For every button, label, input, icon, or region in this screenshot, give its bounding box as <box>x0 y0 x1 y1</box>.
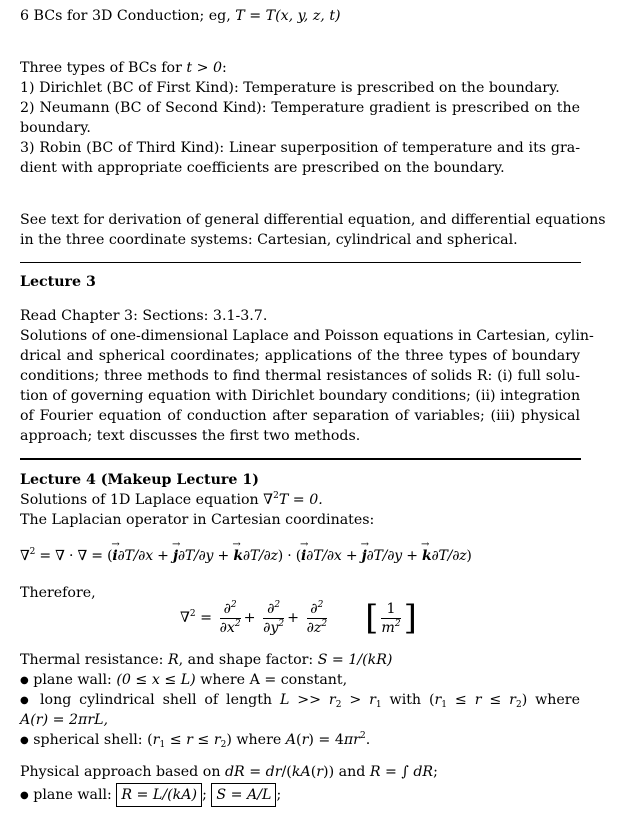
units-den: m <box>381 619 395 636</box>
plane-wall-item <box>20 670 580 691</box>
lecture3-line: drical and spherical coordinates; applications of the three types of boundary <box>20 348 580 364</box>
lecture4-heading: Lecture 4 (Makeup Lecture 1) <box>20 472 259 488</box>
pa-text: Physical approach based on <box>20 764 225 780</box>
bc-intro-suffix: : <box>222 60 227 76</box>
lecture3-line: tion of governing equation with Dirichlet boundary conditions; (ii) integration <box>20 388 581 404</box>
boxed-resistance-formula: R = L/(kA) <box>116 783 202 807</box>
bcs-title <box>20 6 580 26</box>
therefore-text: Therefore, <box>20 585 96 601</box>
pw-suffix: where A = constant, <box>195 672 348 688</box>
pwr-text: plane wall: <box>33 787 117 803</box>
cylindrical-item-line2: A(r) = 2πrL, <box>20 712 109 728</box>
thermal-resistance-line: Thermal resistance: R, and shape factor: S = 1/(kR) <box>20 652 393 668</box>
pa-and: and <box>334 764 370 780</box>
bc-item-neumann-line2: boundary. <box>20 120 91 136</box>
bc-item-neumann-line1: 2) Neumann (BC of Second Kind): Temperature gradient is prescribed on the <box>20 100 580 116</box>
bc-intro-math: t > 0 <box>186 60 223 76</box>
lecture3-line: approach; text discusses the first two methods. <box>20 428 361 444</box>
lecture3-line: Solutions of one-dimensional Laplace and Poisson equations in Cartesian, cylin- <box>20 328 594 344</box>
lecture3-heading: Lecture 3 <box>20 274 96 290</box>
tr-text: Thermal resistance: <box>20 652 168 668</box>
bullet-icon: ● <box>20 695 33 706</box>
cylindrical-item-line1: ● long cylindrical shell of length $L >> r_2 > r_1$ with $(r_1 \le r \le r_2)$ where <box>20 692 580 710</box>
divider-2 <box>20 458 581 460</box>
laplace-equation-line: Solutions of 1D Laplace equation ∇$^2$T = 0. <box>20 491 323 508</box>
laplacian-cartesian-formula: ∇$^2$ = $\frac{\partial^2}{\partial x^2}$ + $\frac{\partial^2}{\partial y^2}$ + $\frac{\partial^2}{\partial z^2}$ [ $\frac{1}{m^2}$ ] <box>180 598 417 638</box>
see-text-line1: See text for derivation of general differential equation, and differential equations <box>20 212 606 228</box>
laplace-text: Solutions of 1D Laplace equation <box>20 492 264 508</box>
bc-item-robin-line2: dient with appropriate coefficients are prescribed on the boundary. <box>20 160 505 176</box>
bc-item-robin-line1: 3) Robin (BC of Third Kind): Linear superposition of temperature and its gra- <box>20 140 580 156</box>
plane-wall-result: ● plane wall: R = L/(kA) ; S = A/L ; <box>20 783 580 807</box>
bc-item-dirichlet: 1) Dirichlet (BC of First Kind): Temperature is prescribed on the boundary. <box>20 80 560 96</box>
pw-text: plane wall: <box>33 672 117 688</box>
pw-math: (0 ≤ x ≤ L) <box>116 672 196 688</box>
laplacian-equation: ∇$^2$ = ∇ · ∇ = (→ i∂T/∂x + → j∂T/∂y + → k∂T/∂z) · (→ i∂T/∂x + → j∂T/∂y + → k∂T/∂z) <box>20 546 580 566</box>
bcs-title-text: 6 BCs for 3D Conduction; eg, <box>20 8 236 24</box>
nabla-symbol: ∇ <box>263 492 274 508</box>
bullet-icon: ● <box>20 675 29 686</box>
laplacian-eq-lhs: = ∇ · ∇ = ( <box>39 548 113 564</box>
sph-text: spherical shell: <box>33 732 148 748</box>
units-num: 1 <box>381 600 400 619</box>
lecture3-line: conditions; three methods to find thermal resistances of solids R: (i) full solu- <box>20 368 580 384</box>
tr-mid: , and shape factor: <box>178 652 318 668</box>
lecture3-line: of Fourier equation of conduction after separation of variables; (iii) physical <box>20 408 580 424</box>
lecture3-reading: Read Chapter 3: Sections: 3.1-3.7. <box>20 308 268 324</box>
boxed-shape-factor-formula: S = A/L <box>211 783 276 807</box>
see-text-line2: in the three coordinate systems: Cartesian, cylindrical and spherical. <box>20 232 518 248</box>
units-fraction: $\frac{1}{m^2}$ <box>381 600 401 636</box>
laplacian-intro: The Laplacian operator in Cartesian coordinates: <box>20 512 375 528</box>
bullet-icon: ● <box>20 735 29 746</box>
tr-math: S = 1/(kR) <box>317 652 393 668</box>
physical-approach-line: Physical approach based on dR = dr/(kA(r)) and R = ∫ dR; <box>20 764 438 780</box>
spherical-item: ● spherical shell: $(r_1 \le r \le r_2)$ where $A(r) = 4\pi r^2$. <box>20 731 371 750</box>
bullet-icon: ● <box>20 790 29 801</box>
bc-types-intro <box>20 58 580 78</box>
divider-1 <box>20 262 581 263</box>
laplace-math: T = 0. <box>278 492 323 508</box>
bc-intro-text: Three types of BCs for <box>20 60 187 76</box>
bcs-title-math: T = T(x, y, z, t) <box>235 8 341 24</box>
